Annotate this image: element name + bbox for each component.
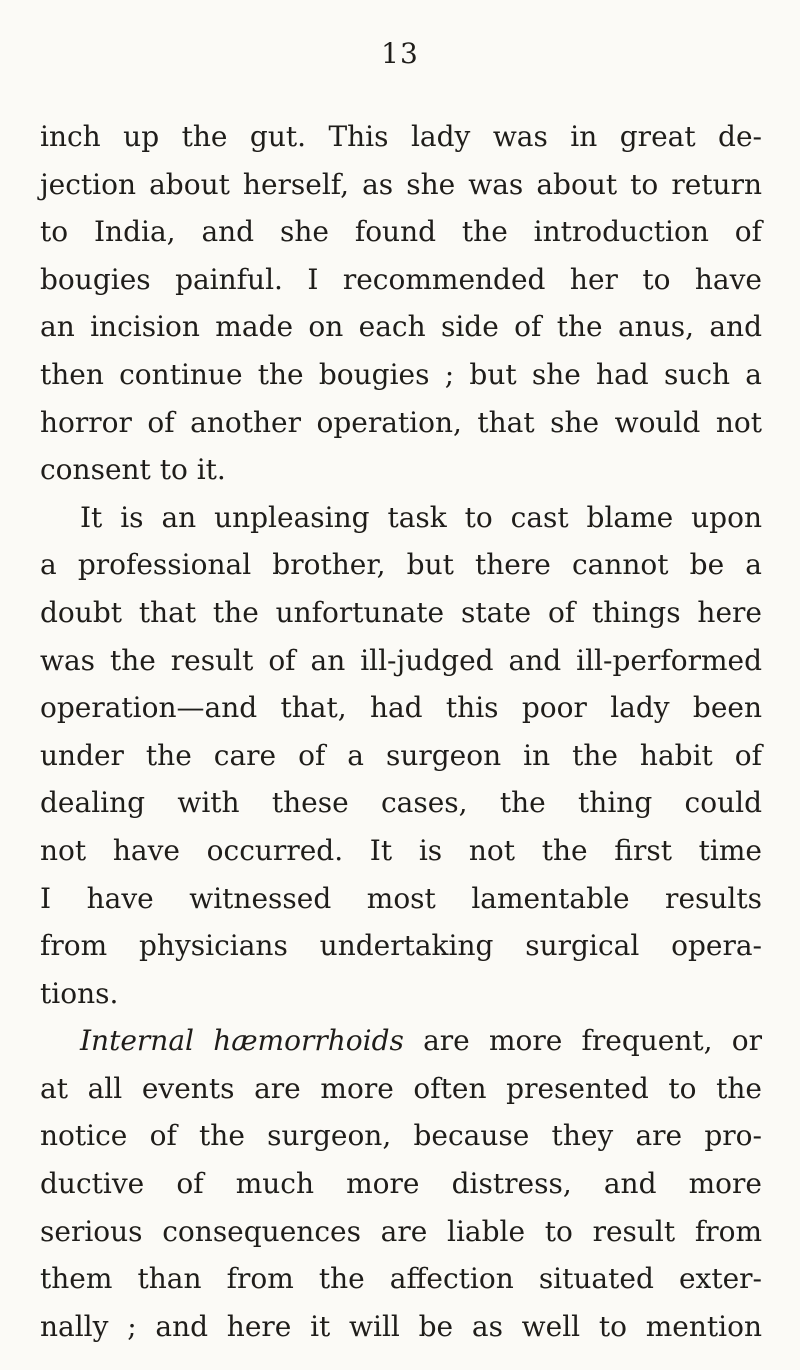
text-line: them than from the affection situated exter-: [40, 1262, 762, 1296]
body-text: [40, 113, 762, 1350]
text-line: [40, 1017, 762, 1065]
text-line: operation—and that, had this poor lady been: [40, 691, 762, 725]
text-line: from physicians undertaking surgical opera-: [40, 929, 762, 963]
text-line: It is an unpleasing task to cast blame upon: [80, 500, 762, 534]
text-line-rest: are more frequent, or: [403, 1024, 762, 1058]
page-number: 13: [381, 37, 419, 70]
text-line: was the result of an ill-judged and ill-performed: [40, 643, 762, 677]
text-line: dealing with these cases, the thing could: [40, 786, 762, 820]
text-line: doubt that the unfortunate state of things here: [40, 595, 762, 629]
text-line: then continue the bougies ; but she had such a: [40, 357, 762, 391]
text-line: I have witnessed most lamentable results: [40, 881, 762, 915]
text-line: an incision made on each side of the anus, and: [40, 310, 762, 344]
text-line: horror of another operation, that she would not: [40, 405, 762, 439]
text-line: consent to it.: [40, 453, 226, 487]
text-line: nally ; and here it will be as well to mention: [40, 1309, 762, 1343]
text-line: a professional brother, but there cannot be a: [40, 548, 762, 582]
text-line: tions.: [40, 976, 119, 1010]
text-line: ductive of much more distress, and more: [40, 1167, 762, 1201]
italic-term: Internal hæmorrhoids: [80, 1024, 404, 1058]
text-line: bougies painful. I recommended her to have: [40, 262, 762, 296]
text-line: at all events are more often presented to the: [40, 1071, 762, 1105]
text-line: notice of the surgeon, because they are pro-: [40, 1119, 762, 1153]
text-line: to India, and she found the introduction of: [40, 215, 762, 249]
text-line: not have occurred. It is not the first time: [40, 833, 762, 867]
text-line: jection about herself, as she was about to return: [40, 167, 762, 201]
text-line: under the care of a surgeon in the habit of: [40, 738, 762, 772]
text-line: inch up the gut. This lady was in great de-: [40, 120, 762, 153]
text-line: serious consequences are liable to result from: [40, 1214, 762, 1248]
